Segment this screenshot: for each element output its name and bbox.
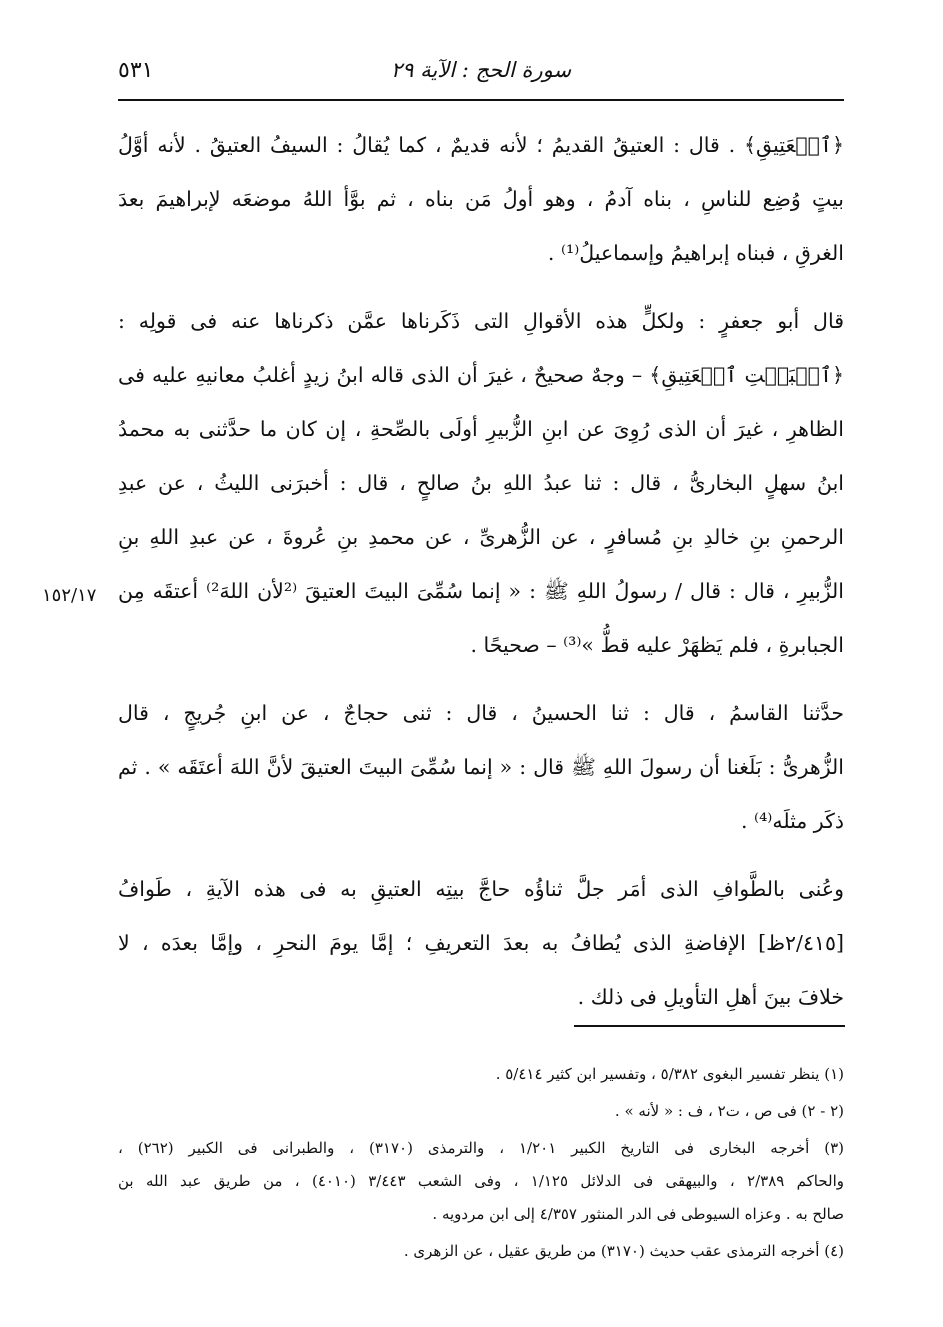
text-line: الجبابرةِ ، فلم يَظهَرْ عليه قطُّ »⁽³⁾ – صحيحًا . (470, 633, 844, 657)
text-line: الغرقِ ، فبناه إبراهيمُ وإسماعيلُ⁽¹⁾ . (547, 241, 844, 265)
text-line: قال أبو جعفرٍ : ولكلٍّ هذه الأقوالِ التى ذَكَرناها عمَّن ذكرناها عنه فى قولِه : (118, 309, 844, 333)
footnote-line: صالح به . وعزاه السيوطى فى الدر المنثور ٤/٣٥٧ إلى ابن مردويه . (432, 1205, 844, 1223)
footnote-line: والحاكم ٢/٣٨٩ ، والبيهقى فى الدلائل ١/١٢٥ ، وفى الشعب ٣/٤٤٣ (٤٠١٠) ، من طريق عبد الله بن (118, 1172, 845, 1190)
main-text (118, 118, 844, 1038)
text-line: ﴿ٱلۡبَيۡتِ ٱلۡعَتِيقِ﴾ – وجهٌ صحيحٌ ، غيرَ أن الذى قاله ابنُ زيدٍ أغلبُ معانيهِ عليه فى (118, 363, 844, 387)
footnote (118, 1058, 844, 1091)
text-line: الظاهرِ ، غيرَ أن الذى رُوِىَ عن ابنِ الزُّبيرِ أولَى بالصِّحةِ ، إن كان ما حدَّثنى به محمدُ (118, 417, 844, 441)
paragraph (118, 862, 844, 1024)
footnote (118, 1132, 844, 1231)
text-line: الزُّهرىُّ : بَلَغنا أن رسولَ اللهِ ﷺ قال : « إنما سُمِّىَ البيتَ العتيقَ لأنَّ اللهَ أعتَقَه » . ثم (118, 755, 844, 779)
text-line: وعُنى بالطَّوافِ الذى أمَر جلَّ ثناؤُه حاجَّ بيتِه العتيقِ به فى هذه الآيةِ ، طَوافُ (118, 877, 844, 901)
margin-reference: ١٥٢/١٧ (42, 585, 97, 606)
paragraph (118, 118, 844, 280)
footnote-line: (٤) أخرجه الترمذى عقب حديث (٣١٧٠) من طريق عقيل ، عن الزهرى . (403, 1242, 844, 1260)
footnotes (118, 1058, 844, 1272)
paragraph (118, 686, 844, 848)
footnote-line: (٣) أخرجه البخارى فى التاريخ الكبير ١/٢٠١ ، والترمذى (٣١٧٠) ، والطبرانى فى الكبير (٢٦٢) ، (118, 1139, 844, 1157)
text-line: الرحمنِ بنِ خالدِ بنِ مُسافرٍ ، عن الزُّهرىِّ ، عن محمدِ بنِ عُروةَ ، عن عبدِ اللهِ بنِ (118, 525, 844, 549)
header-rule (118, 99, 844, 101)
text-line: ذكَر مثلَه⁽⁴⁾ . (741, 809, 844, 833)
running-title: سورة الحج : الآية ٢٩ (390, 58, 572, 82)
footnote (118, 1095, 844, 1128)
paragraph (118, 294, 844, 672)
footnote-rule (574, 1025, 845, 1027)
text-line: بيتٍ وُضِع للناسِ ، بناه آدمُ ، وهو أولُ مَن بناه ، ثم بوَّأ اللهُ موضعَه لإبراهيمَ بعدَ (118, 187, 844, 211)
text-line: الزُّبيرِ ، قال : قال / رسولُ اللهِ ﷺ : « إنما سُمِّىَ البيتَ العتيقَ ⁽²لأن اللهَ²⁾ أعتقَه مِن (118, 579, 844, 603)
text-line: خلافَ بينَ أهلِ التأويلِ فى ذلك . (577, 985, 844, 1009)
page-header (118, 50, 844, 94)
text-line: ابنُ سهلٍ البخارىُّ ، قال : ثنا عبدُ اللهِ بنُ صالحٍ ، قال : أخبرَنى الليثُ ، عن عبدِ (118, 471, 844, 495)
page-number: ٥٣١ (118, 58, 154, 83)
footnote-line: (١) ينظر تفسير البغوى ٥/٣٨٢ ، وتفسير ابن كثير ٥/٤١٤ . (495, 1065, 844, 1083)
text-line: [٢/٤١٥ظ] الإفاضةِ الذى يُطافُ به بعدَ التعريفِ ؛ إمَّا يومَ النحرِ ، وإمَّا بعدَه ، لا (118, 931, 844, 955)
footnote (118, 1235, 844, 1268)
footnote-line: (٢ - ٢) فى ص ، ت٢ ، ف : « لأنه » . (614, 1102, 844, 1120)
text-line: ﴿ٱلۡعَتِيقِ﴾ . قال : العتيقُ القديمُ ؛ لأنه قديمٌ ، كما يُقالُ : السيفُ العتيقُ . لأنه أوَّلُ (118, 133, 844, 157)
text-line: حدَّثنا القاسمُ ، قال : ثنا الحسينُ ، قال : ثنى حجاجٌ ، عن ابنِ جُريجٍ ، قال (118, 701, 844, 725)
